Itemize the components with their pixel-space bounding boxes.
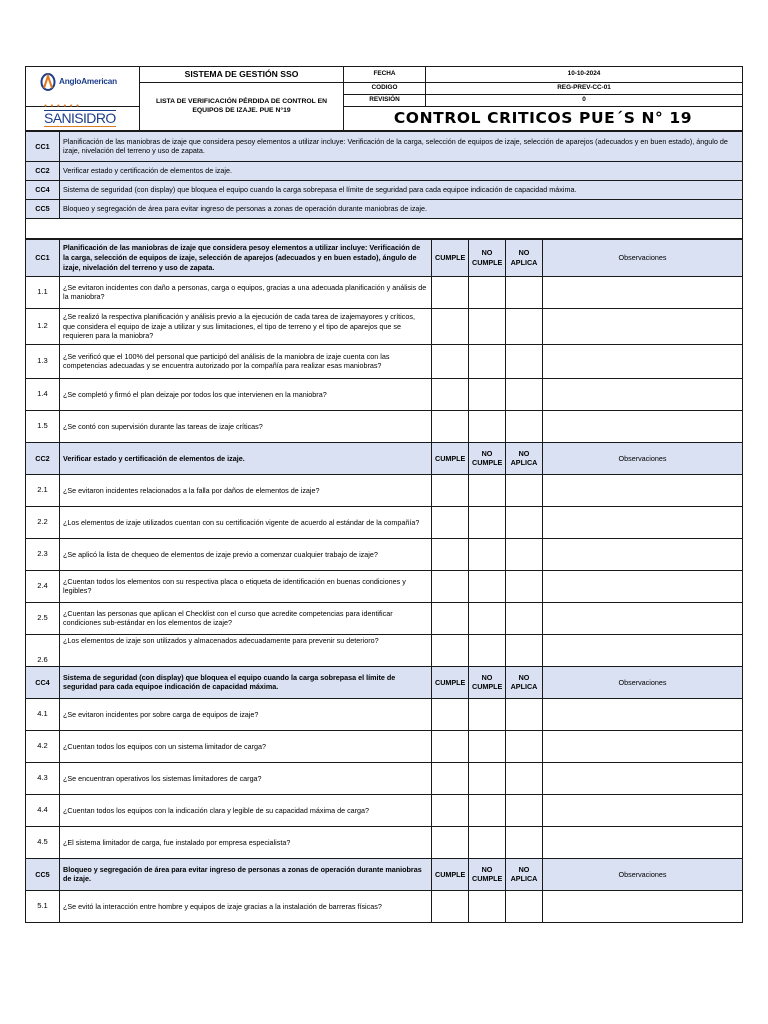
sanisidro-dots: ● ● ● ● ● ● <box>44 103 81 109</box>
section-code: CC1 <box>26 239 60 276</box>
cumple-cell[interactable] <box>432 762 469 794</box>
no-cumple-cell[interactable] <box>469 698 506 730</box>
col-observaciones: Observaciones <box>543 858 743 890</box>
question-text: ¿Se evitaron incidentes con daño a personas, carga o equipos, gracias a una adecuada planificación y análisis de la maniobra? <box>60 276 432 308</box>
col-no-cumple: NO CUMPLE <box>469 666 506 698</box>
col-no-cumple: NO CUMPLE <box>469 239 506 276</box>
observaciones-cell[interactable] <box>543 890 743 922</box>
question-number: 1.2 <box>26 308 60 344</box>
no-cumple-cell[interactable] <box>469 794 506 826</box>
observaciones-cell[interactable] <box>543 570 743 602</box>
cumple-cell[interactable] <box>432 344 469 378</box>
checklist-sheet <box>25 66 742 923</box>
no-aplica-cell[interactable] <box>506 602 543 634</box>
col-cumple: CUMPLE <box>432 666 469 698</box>
cumple-cell[interactable] <box>432 826 469 858</box>
observaciones-cell[interactable] <box>543 730 743 762</box>
no-aplica-cell[interactable] <box>506 378 543 410</box>
question-number: 1.4 <box>26 378 60 410</box>
section-title: Sistema de seguridad (con display) que bloquea el equipo cuando la carga sobrepasa el límite de seguridad para cada equipoe indicación de capacidad máxima. <box>60 666 432 698</box>
field-label-codigo: CODIGO <box>344 83 426 95</box>
observaciones-cell[interactable] <box>543 762 743 794</box>
col-observaciones: Observaciones <box>543 239 743 276</box>
no-aplica-cell[interactable] <box>506 826 543 858</box>
checklist-table <box>25 239 743 923</box>
observaciones-cell[interactable] <box>543 506 743 538</box>
no-aplica-cell[interactable] <box>506 730 543 762</box>
header-table <box>25 66 743 131</box>
observaciones-cell[interactable] <box>543 794 743 826</box>
question-text: ¿Cuentan todos los equipos con la indicación clara y legible de su capacidad máxima de carga? <box>60 794 432 826</box>
question-text: ¿El sistema limitador de carga, fue instalado por empresa especialista? <box>60 826 432 858</box>
question-text: ¿Se evitaron incidentes relacionados a la falla por daños de elementos de izaje? <box>60 474 432 506</box>
section-title: Bloqueo y segregación de área para evitar ingreso de personas a zonas de operación durante maniobras de izaje. <box>60 858 432 890</box>
question-number: 5.1 <box>26 890 60 922</box>
sanisidro-logo: ● ● ● ● ● ● SANISIDRO <box>44 103 116 126</box>
question-text: ¿Se evitó la interacción entre hombre y equipos de izaje gracias a la instalación de barreras físicas? <box>60 890 432 922</box>
summary-text: Verificar estado y certificación de elementos de izaje. <box>60 161 743 180</box>
question-text: ¿Se contó con supervisión durante las tareas de izaje críticas? <box>60 410 432 442</box>
no-cumple-cell[interactable] <box>469 344 506 378</box>
section-title: Verificar estado y certificación de elementos de izaje. <box>60 442 432 474</box>
no-aplica-cell[interactable] <box>506 634 543 666</box>
no-aplica-cell[interactable] <box>506 344 543 378</box>
angloamerican-icon <box>40 73 56 91</box>
question-text: ¿Se verificó que el 100% del personal que participó del análisis de la maniobra de izaje cuenta con las competencias adecuadas y se encuentra autorizado por la compañía para realizar esas maniobras? <box>60 344 432 378</box>
question-number: 1.1 <box>26 276 60 308</box>
no-cumple-cell[interactable] <box>469 762 506 794</box>
col-no-aplica: NO APLICA <box>506 858 543 890</box>
col-no-aplica: NO APLICA <box>506 239 543 276</box>
no-aplica-cell[interactable] <box>506 698 543 730</box>
observaciones-cell[interactable] <box>543 634 743 666</box>
summary-text: Planificación de las maniobras de izaje que considera pesoy elementos a utilizar incluye: Verificación de la carga, selección de equipos de izaje, selección de aparejos (adecuados y en buen estado), ángulo de izaje, nivelación del terreno y uso de zapata. <box>60 131 743 161</box>
col-no-cumple: NO CUMPLE <box>469 858 506 890</box>
field-value-codigo[interactable]: REG-PREV-CC-01 <box>426 83 743 95</box>
document-subtitle: LISTA DE VERIFICACIÓN PÉRDIDA DE CONTROL EN EQUIPOS DE IZAJE. PUE N°19 <box>140 83 344 131</box>
observaciones-cell[interactable] <box>543 602 743 634</box>
field-value-fecha[interactable]: 10-10-2024 <box>426 67 743 83</box>
summary-code: CC5 <box>26 199 60 218</box>
no-aplica-cell[interactable] <box>506 308 543 344</box>
main-title: CONTROL CRITICOS PUE´S N° 19 <box>344 107 743 131</box>
angloamerican-logo: AngloAmerican <box>40 73 117 91</box>
observaciones-cell[interactable] <box>543 538 743 570</box>
cumple-cell[interactable] <box>432 276 469 308</box>
observaciones-cell[interactable] <box>543 474 743 506</box>
observaciones-cell[interactable] <box>543 826 743 858</box>
question-text: ¿Se encuentran operativos los sistemas limitadores de carga? <box>60 762 432 794</box>
no-cumple-cell[interactable] <box>469 538 506 570</box>
question-number: 4.5 <box>26 826 60 858</box>
section-title: Planificación de las maniobras de izaje que considera pesoy elementos a utilizar incluye: Verificación de la carga, selección de equipos de izaje, selección de aparejos (adecuados y en buen estado), ángulo de izaje, nivelación del terreno y uso de zapata. <box>60 239 432 276</box>
no-cumple-cell[interactable] <box>469 506 506 538</box>
col-cumple: CUMPLE <box>432 858 469 890</box>
col-observaciones: Observaciones <box>543 442 743 474</box>
no-cumple-cell[interactable] <box>469 378 506 410</box>
question-number: 4.3 <box>26 762 60 794</box>
question-number: 4.1 <box>26 698 60 730</box>
cumple-cell[interactable] <box>432 378 469 410</box>
no-cumple-cell[interactable] <box>469 602 506 634</box>
question-text: ¿Se aplicó la lista de chequeo de elementos de izaje previo a comenzar cualquier trabajo de izaje? <box>60 538 432 570</box>
question-text: ¿Cuentan todos los equipos con un sistema limitador de carga? <box>60 730 432 762</box>
question-text: ¿Se evitaron incidentes por sobre carga de equipos de izaje? <box>60 698 432 730</box>
observaciones-cell[interactable] <box>543 410 743 442</box>
field-value-revision[interactable]: 0 <box>426 95 743 107</box>
field-label-revision: REVISIÓN <box>344 95 426 107</box>
question-text: ¿Cuentan las personas que aplican el Checklist con el curso que acredite competencias para identificar condiciones sub-estándar en los elementos de izaje? <box>60 602 432 634</box>
no-aplica-cell[interactable] <box>506 762 543 794</box>
spacer-row <box>26 218 743 238</box>
cumple-cell[interactable] <box>432 474 469 506</box>
cumple-cell[interactable] <box>432 602 469 634</box>
question-number: 2.2 <box>26 506 60 538</box>
no-aplica-cell[interactable] <box>506 276 543 308</box>
no-cumple-cell[interactable] <box>469 570 506 602</box>
summary-text: Sistema de seguridad (con display) que bloquea el equipo cuando la carga sobrepasa el límite de seguridad para cada equipoe indicación de capacidad máxima. <box>60 180 743 199</box>
summary-code: CC4 <box>26 180 60 199</box>
no-aplica-cell[interactable] <box>506 474 543 506</box>
no-cumple-cell[interactable] <box>469 826 506 858</box>
question-number: 4.4 <box>26 794 60 826</box>
cumple-cell[interactable] <box>432 890 469 922</box>
question-text: ¿Los elementos de izaje utilizados cuentan con su certificación vigente de acuerdo al estándar de la compañía? <box>60 506 432 538</box>
cumple-cell[interactable] <box>432 538 469 570</box>
question-number: 1.3 <box>26 344 60 378</box>
observaciones-cell[interactable] <box>543 308 743 344</box>
no-aplica-cell[interactable] <box>506 794 543 826</box>
cumple-cell[interactable] <box>432 634 469 666</box>
section-code: CC2 <box>26 442 60 474</box>
cumple-cell[interactable] <box>432 698 469 730</box>
system-title: SISTEMA DE GESTIÓN SSO <box>140 67 344 83</box>
observaciones-cell[interactable] <box>543 344 743 378</box>
col-cumple: CUMPLE <box>432 442 469 474</box>
cumple-cell[interactable] <box>432 410 469 442</box>
question-number: 2.6 <box>26 634 60 666</box>
no-cumple-cell[interactable] <box>469 474 506 506</box>
section-code: CC5 <box>26 858 60 890</box>
summary-code: CC1 <box>26 131 60 161</box>
question-text: ¿Cuentan todos los elementos con su respectiva placa o etiqueta de identificación en buenas condiciones y legibles? <box>60 570 432 602</box>
no-cumple-cell[interactable] <box>469 730 506 762</box>
no-cumple-cell[interactable] <box>469 410 506 442</box>
summary-code: CC2 <box>26 161 60 180</box>
question-text: ¿Se realizó la respectiva planificación y análisis previo a la ejecución de cada tarea de izajemayores y críticos, que considera el equipo de izaje a utilizar y sus limitaciones, el tipo de terreno y el tipo de aparejos que se requieren para la maniobra? <box>60 308 432 344</box>
cumple-cell[interactable] <box>432 570 469 602</box>
no-cumple-cell[interactable] <box>469 276 506 308</box>
cumple-cell[interactable] <box>432 794 469 826</box>
no-aplica-cell[interactable] <box>506 538 543 570</box>
question-number: 2.5 <box>26 602 60 634</box>
col-no-aplica: NO APLICA <box>506 666 543 698</box>
question-text: ¿Los elementos de izaje son utilizados y almacenados adecuadamente para prevenir su deterioro? <box>60 634 432 666</box>
no-cumple-cell[interactable] <box>469 890 506 922</box>
summary-table <box>25 131 743 239</box>
question-number: 4.2 <box>26 730 60 762</box>
col-observaciones: Observaciones <box>543 666 743 698</box>
no-cumple-cell[interactable] <box>469 634 506 666</box>
col-no-aplica: NO APLICA <box>506 442 543 474</box>
observaciones-cell[interactable] <box>543 276 743 308</box>
cumple-cell[interactable] <box>432 308 469 344</box>
question-number: 1.5 <box>26 410 60 442</box>
no-aplica-cell[interactable] <box>506 890 543 922</box>
cumple-cell[interactable] <box>432 730 469 762</box>
question-number: 2.4 <box>26 570 60 602</box>
cumple-cell[interactable] <box>432 506 469 538</box>
no-aplica-cell[interactable] <box>506 570 543 602</box>
no-cumple-cell[interactable] <box>469 308 506 344</box>
col-no-cumple: NO CUMPLE <box>469 442 506 474</box>
question-text: ¿Se completó y firmó el plan deizaje por todos los que intervienen en la maniobra? <box>60 378 432 410</box>
section-code: CC4 <box>26 666 60 698</box>
question-number: 2.1 <box>26 474 60 506</box>
summary-text: Bloqueo y segregación de área para evitar ingreso de personas a zonas de operación durante maniobras de izaje. <box>60 199 743 218</box>
no-aplica-cell[interactable] <box>506 506 543 538</box>
no-aplica-cell[interactable] <box>506 410 543 442</box>
col-cumple: CUMPLE <box>432 239 469 276</box>
logo-area <box>26 67 140 126</box>
observaciones-cell[interactable] <box>543 698 743 730</box>
observaciones-cell[interactable] <box>543 378 743 410</box>
field-label-fecha: FECHA <box>344 67 426 83</box>
question-number: 2.3 <box>26 538 60 570</box>
